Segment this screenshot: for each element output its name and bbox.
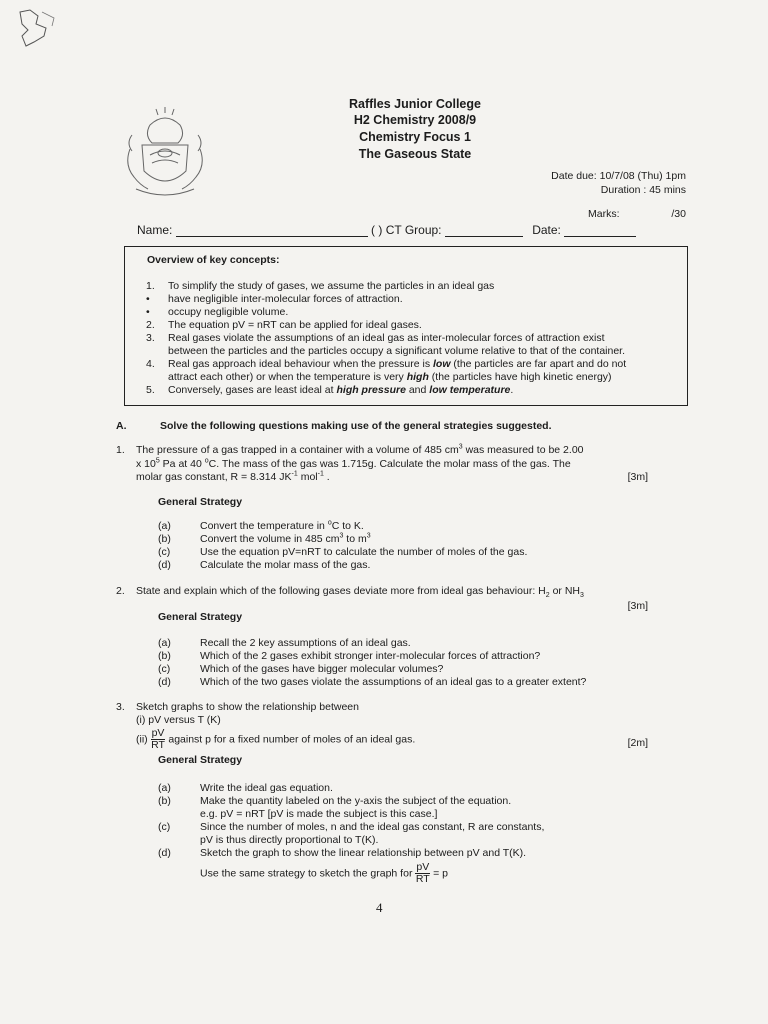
date-due: Date due: 10/7/08 (Thu) 1pm <box>551 170 686 182</box>
q1-step-c: (c) Use the equation pV=nRT to calculate the number of moles of the gas. <box>158 546 528 558</box>
overview-heading: Overview of key concepts: <box>147 254 280 266</box>
overview-bullet-1: • have negligible inter-molecular forces of attraction. <box>146 293 403 305</box>
unit-title: Chemistry Focus 1 <box>359 130 471 144</box>
index-paren: ( ) <box>371 223 383 237</box>
overview-bullet-2: • occupy negligible volume. <box>146 306 289 318</box>
overview-item-3-cont: between the particles and the particles occupy a significant volume relative to that of the container. <box>168 345 626 357</box>
q1-number: 1. <box>116 444 125 456</box>
name-label: Name: <box>137 223 173 237</box>
name-blank[interactable] <box>176 226 368 237</box>
ct-group-label: CT Group: <box>385 223 442 237</box>
q3-fraction: $\frac{pV}{RT}$ <box>151 727 165 751</box>
overview-item-4-cont: attract each other) or when the temperature is very high (the particles have high kinetic energy) <box>168 371 612 383</box>
marks-total: /30 <box>671 208 686 220</box>
q2-marks: [3m] <box>627 600 648 612</box>
q1-line-2: x $10^5$ Pa at 40 $^o$C. The mass of the gas was 1.715g. Calculate the molar mass of the gas. The <box>136 457 571 470</box>
duration: Duration : 45 mins <box>600 184 686 196</box>
q3-number: 3. <box>116 701 125 713</box>
college-crest-logo <box>120 105 210 201</box>
overview-item-3: 3. Real gases violate the assumptions of an ideal gas as inter-molecular forces of attraction exist <box>146 332 605 344</box>
marks-label: Marks: <box>588 208 620 220</box>
section-a-heading: Solve the following questions making use of the general strategies suggested. <box>160 420 552 432</box>
q3-step-c: (c) Since the number of moles, n and the ideal gas constant, R are constants, <box>158 821 545 833</box>
q3-step-a: (a) Write the ideal gas equation. <box>158 782 333 794</box>
q1-step-d: (d) Calculate the molar mass of the gas. <box>158 559 371 571</box>
q3-marks: [2m] <box>627 737 648 749</box>
overview-item-2: 2. The equation pV = nRT can be applied for ideal gases. <box>146 319 422 331</box>
q1-line-1: The pressure of a gas trapped in a container with a volume of 485 $cm^3$ was measured to be 2.00 <box>136 443 584 456</box>
q2-text: State and explain which of the following gases deviate more from ideal gas behaviour: $H_2$ or $NH_3$ <box>136 585 584 600</box>
q3-intro: Sketch graphs to show the relationship between <box>136 701 359 713</box>
q2-step-c: (c) Which of the gases have bigger molecular volumes? <box>158 663 444 675</box>
course-title: H2 Chemistry 2008/9 <box>353 113 477 127</box>
q3-part-i: (i) pV versus T (K) <box>136 714 221 726</box>
date-label: Date: <box>532 223 561 237</box>
q1-step-b: (b) Convert the volume in 485 $cm^3$ to $m^3$ <box>158 532 371 545</box>
corner-scribble <box>16 6 66 50</box>
overview-item-1: 1. To simplify the study of gases, we assume the particles in an ideal gas <box>146 280 495 292</box>
q1-step-a: (a) Convert the temperature in $^o$C to K. <box>158 519 364 532</box>
date-blank[interactable] <box>564 226 636 237</box>
section-a-letter: A. <box>116 420 127 432</box>
q3-step-c-cont: pV is thus directly proportional to T(K). <box>200 834 379 846</box>
q2-step-b: (b) Which of the 2 gases exhibit stronger inter-molecular forces of attraction? <box>158 650 541 662</box>
q1-line-3: molar gas constant, R = 8.314 $JK^{-1}$ mol$^{-1}$ . <box>136 470 330 483</box>
q3-part-ii: (ii) $\frac{pV}{RT}$ against p for a fixed number of moles of an ideal gas. <box>136 727 416 751</box>
name-field[interactable] <box>137 224 636 237</box>
ct-group-blank[interactable] <box>445 226 523 237</box>
q2-number: 2. <box>116 585 125 597</box>
q2-step-a: (a) Recall the 2 key assumptions of an ideal gas. <box>158 637 411 649</box>
q3-step-d: (d) Sketch the graph to show the linear relationship between pV and T(K). <box>158 847 527 859</box>
q2-strategy-label: General Strategy <box>158 611 243 623</box>
school-name: Raffles Junior College <box>349 97 481 111</box>
q3-strategy-label: General Strategy <box>158 754 243 766</box>
page-number: 4 <box>376 900 383 915</box>
q1-strategy-label: General Strategy <box>158 496 243 508</box>
q3-step-b-example: e.g. pV = nRT [pV is made the subject is this case.] <box>200 808 438 820</box>
overview-item-4: 4. Real gas approach ideal behaviour when the pressure is low (the particles are far apart and do not <box>146 358 627 370</box>
q3-final-fraction: $\frac{pV}{RT}$ <box>415 861 430 885</box>
q2-step-d: (d) Which of the two gases violate the assumptions of an ideal gas to a greater extent? <box>158 676 587 688</box>
overview-item-5: 5. Conversely, gases are least ideal at high pressure and low temperature. <box>146 384 514 396</box>
topic-title: The Gaseous State <box>358 147 472 161</box>
q3-final-line: Use the same strategy to sketch the graph for $\frac{pV}{RT}$ = p <box>200 861 449 885</box>
q1-marks: [3m] <box>627 471 648 483</box>
q3-step-b: (b) Make the quantity labeled on the y-axis the subject of the equation. <box>158 795 512 807</box>
